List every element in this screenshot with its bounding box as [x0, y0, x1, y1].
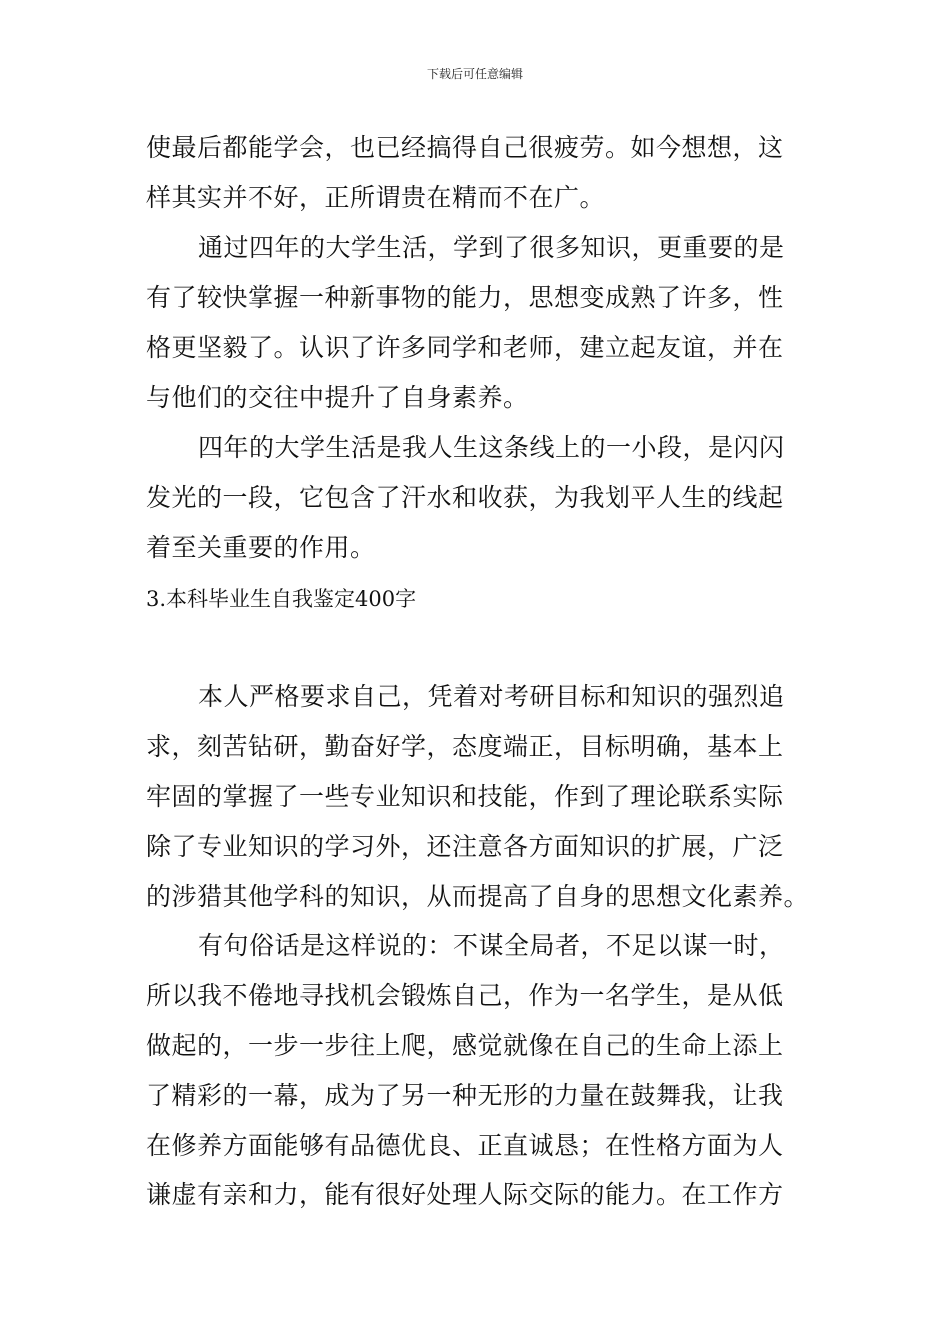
paragraph-line: 求，刻苦钻研，勤奋好学，态度端正，目标明确，基本上 — [146, 732, 784, 761]
paragraph-line: 样其实并不好，正所谓贵在精而不在广。 — [146, 183, 606, 212]
paragraph-line: 在修养方面能够有品德优良、正直诚恳；在性格方面为人 — [146, 1131, 784, 1160]
section-heading: 3.本科毕业生自我鉴定400字 — [146, 587, 417, 611]
paragraph-line: 通过四年的大学生活，学到了很多知识，更重要的是 — [198, 233, 785, 262]
paragraph-line: 四年的大学生活是我人生这条线上的一小段，是闪闪 — [198, 433, 785, 462]
paragraph-line: 发光的一段，它包含了汗水和收获，为我划平人生的线起 — [146, 483, 784, 512]
paragraph-line: 做起的，一步一步往上爬，感觉就像在自己的生命上添上 — [146, 1031, 784, 1060]
paragraph-line: 有句俗话是这样说的：不谋全局者，不足以谋一时， — [198, 931, 785, 960]
paragraph-line: 与他们的交往中提升了自身素养。 — [146, 383, 529, 412]
paragraph-line: 的涉猎其他学科的知识，从而提高了自身的思想文化素养。 — [146, 882, 810, 911]
paragraph-line: 了精彩的一幕，成为了另一种无形的力量在鼓舞我，让我 — [146, 1081, 784, 1110]
paragraph-line: 所以我不倦地寻找机会锻炼自己，作为一名学生，是从低 — [146, 981, 784, 1010]
paragraph-line: 有了较快掌握一种新事物的能力，思想变成熟了许多，性 — [146, 283, 784, 312]
paragraph-line: 格更坚毅了。认识了许多同学和老师，建立起友谊，并在 — [146, 333, 784, 362]
paragraph-line: 着至关重要的作用。 — [146, 533, 376, 562]
paragraph-line: 使最后都能学会，也已经搞得自己很疲劳。如今想想，这 — [146, 133, 784, 162]
page-header: 下载后可任意编辑 — [426, 67, 523, 81]
paragraph-line: 本人严格要求自己，凭着对考研目标和知识的强烈追 — [198, 682, 785, 711]
paragraph-line: 谦虚有亲和力，能有很好处理人际交际的能力。在工作方 — [146, 1180, 784, 1209]
paragraph-line: 除了专业知识的学习外，还注意各方面知识的扩展，广泛 — [146, 832, 784, 861]
paragraph-line: 牢固的掌握了一些专业知识和技能，作到了理论联系实际 — [146, 782, 784, 811]
